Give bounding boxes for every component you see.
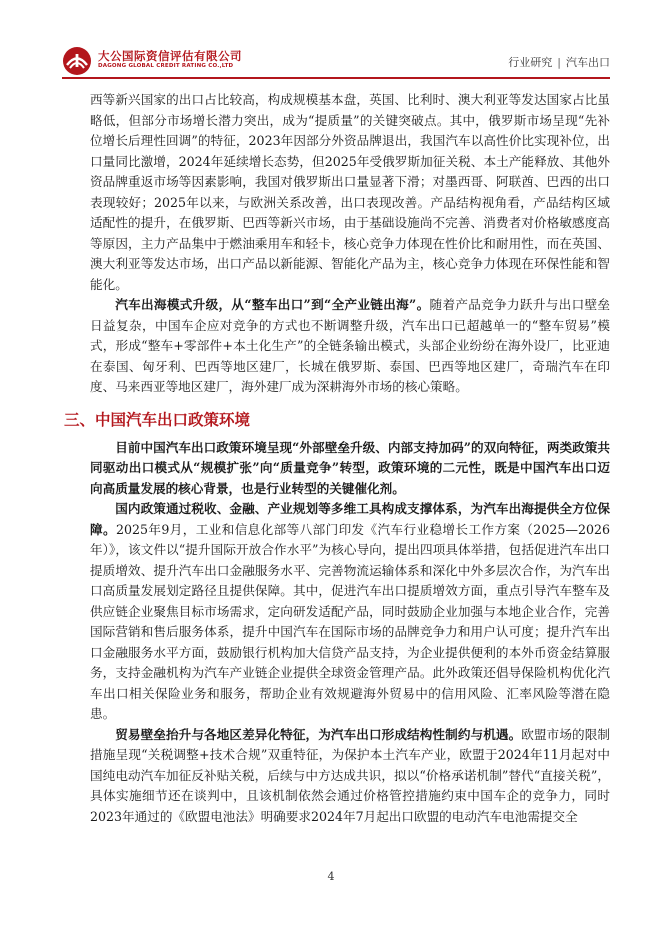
paragraph-5-text: 欧盟市场的限制措施呈现“关税调整+技术合规”双重特征，为保护本土汽车产业，欧盟于2024年11月起对中国纯电动汽车加征反补贴关税，后续与中方达成共识，拟以“价格承诺机制”替代“直接关税”，具体实施细节还在谈判中，且该机制依然会通过价格管控措施约束中国车企的竞争力，同时2023年通过的《欧盟电池法》明确要求2024年7月起出口欧盟的电动汽车电池需提交全 [90,726,611,824]
header-separator: | [557,56,561,69]
paragraph-4 [90,499,610,725]
paragraph-5 [90,725,610,828]
paragraph-3-lead: 目前中国汽车出口政策环境呈现“外部壁垒升级、内部支持加码”的双向特征，两类政策共同驱动出口模式从“规模扩张”向“质量竞争”转型，政策环境的二元性，既是中国汽车出口迈向高质量发展的核心背景，也是行业转型的关键催化剂。 [90,439,610,496]
header-breadcrumb [508,54,610,70]
paragraph-2 [90,295,610,398]
company-name-en: DAGONG GLOBAL CREDIT RATING CO.,LTD [98,63,234,69]
paragraph-2-text: 随着产品竞争力跃升与出口壁垒日益复杂，中国车企应对竞争的方式也不断调整升级，汽车出口已超越单一的“整车贸易”模式，形成“整车+零部件+本土化生产”的全链条输出模式，头部企业纷纷在海外设厂，比亚迪在泰国、匈牙利、巴西等地区建厂，长城在俄罗斯、泰国、巴西等地区建厂，奇瑞汽车在印度、马来西亚等地区建厂，海外建厂成为深耕海外市场的核心策略。 [90,297,610,394]
company-name-cn: 大公国际资信评估有限公司 [98,49,242,63]
section-title: 三、中国汽车出口政策环境 [64,410,251,429]
paragraph-5-lead: 贸易壁垒抬升与各地区差异化特征，为汽车出口形成结构性制约与机遇。 [115,726,522,742]
paragraph-2-lead: 汽车出海模式升级，从“整车出口”到“全产业链出海”。 [115,297,430,312]
header-divider [62,77,610,79]
paragraph-4-text: 2025年9月，工业和信息化部等八部门印发《汽车行业稳增长工作方案（2025—2026年）》，该文件以“提升国际开放合作水平”为核心导向，提出四项具体举措，包括促进汽车出口提质增效、提升汽车出口金融服务水平、完善物流运输体系和深化中外多层次合作，为汽车出口高质量发展划定路径且提供保障。其中，促进汽车出口提质增效方面，重点引导汽车整车及供应链企业聚焦目标市场需求，定向研发适配产品，同时鼓励企业加强与本地企业合作，完善国际营销和售后服务体系，提升中国汽车在国际市场的品牌竞争力和用户认可度；提升汽车出口金融服务水平方面，鼓励银行机构加大信贷产品支持，为企业提供便利的本外币资金结算服务，支持金融机构为汽车产业链企业提供全球资金管理产品。此外政策还倡导保险机构优化汽车出口相关保险业务和服务，帮助企业有效规避海外贸易中的信用风险、汇率风险等潜在隐患。 [90,521,610,721]
header-category: 行业研究 [508,56,553,69]
paragraph-4-lead: 国内政策通过税收、金融、产业规划等多维工具构成支撑体系，为汽车出海提供全方位保障。 [90,501,610,537]
page-number: 4 [327,870,335,883]
paragraph-3 [90,438,610,500]
paragraph-1: 西等新兴国家的出口占比较高，构成规模基本盘，英国、比利时、澳大利亚等发达国家占比虽略低，但部分市场增长潜力突出，成为“提质量”的关键突破点。其中，俄罗斯市场呈现“先补位增长后理性回调”的特征，2023年因部分外资品牌退出，我国汽车以高性价比实现补位，出口量同比激增，2024年延续增长态势，但2025年受俄罗斯加征关税、本土产能释放、其他外资品牌重返市场等因素影响，我国对俄罗斯出口量显著下滑；对墨西哥、阿联酋、巴西的出口表现较好；2025年以来，与欧洲关系改善，出口表现改善。产品结构视角看，产品结构区域适配性的提升，在俄罗斯、巴西等新兴市场，由于基础设施尚不完善、消费者对价格敏感度高等原因，主力产品集中于燃油乘用车和轻卡，核心竞争力体现在性价比和耐用性，而在英国、澳大利亚等发达市场，出口产品以新能源、智能化产品为主，核心竞争力体现在环保性能和智能化。 [90,92,610,292]
document-body [64,90,611,827]
dagong-logo-icon [62,46,92,76]
header-topic: 汽车出口 [566,56,610,69]
